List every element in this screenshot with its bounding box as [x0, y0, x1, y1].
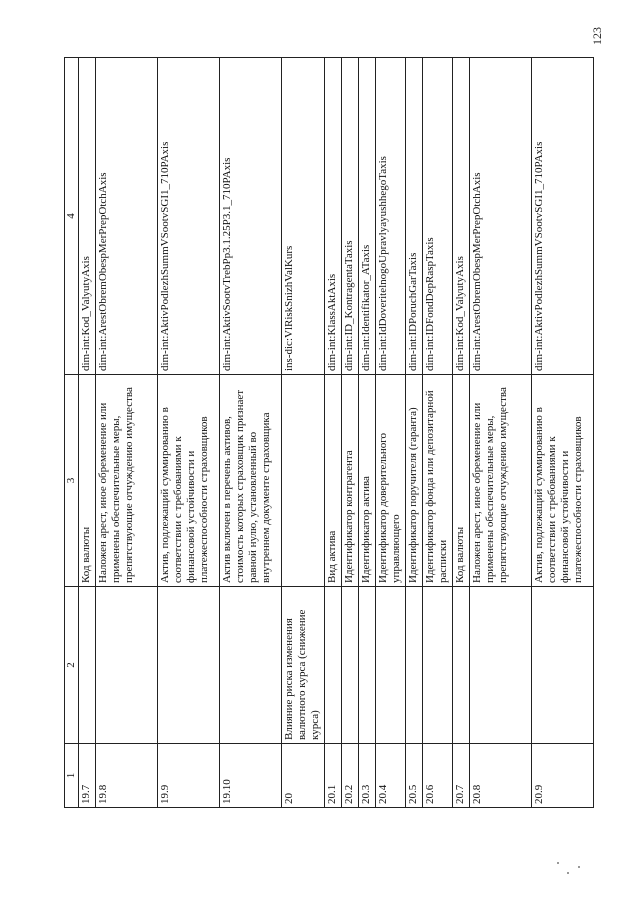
attribute-description-cell: Вид актива	[325, 375, 342, 587]
indicator-name-cell	[158, 587, 220, 744]
indicator-name-cell	[423, 587, 453, 744]
indicator-name-cell	[406, 587, 423, 744]
scan-speck	[557, 862, 559, 864]
header-cell: 1	[65, 744, 79, 808]
row-number-cell: 19.9	[158, 744, 220, 808]
row-number-cell: 20.3	[359, 744, 376, 808]
row-number-cell: 20.2	[342, 744, 359, 808]
table-row	[532, 58, 594, 808]
table-row	[359, 58, 376, 808]
scan-speck	[578, 866, 580, 868]
attribute-description-cell: Код валюты	[79, 375, 96, 587]
table-row	[79, 58, 96, 808]
dimension-code-cell: dim-int:IDPoruchGarTaxis	[406, 58, 423, 375]
indicator-name-cell	[532, 587, 594, 744]
dimension-code-cell: dim-int:AktivPodlezhSummVSootvSGI1_710PAxis	[158, 58, 220, 375]
dimension-code-cell: dim-int:Identifikator_ATaxis	[359, 58, 376, 375]
attribute-description-cell: Наложен арест, иное обременение или применены обеспечительные меры, препятствующие отчуждению имущества	[96, 375, 158, 587]
row-number-cell: 20.7	[453, 744, 470, 808]
indicator-name-cell	[220, 587, 282, 744]
indicator-name-cell	[376, 587, 406, 744]
attribute-description-cell: Идентификатор актива	[359, 375, 376, 587]
attribute-description-cell: Наложен арест, иное обременение или применены обеспечительные меры, препятствующие отчуждению имущества	[470, 375, 532, 587]
table-row	[406, 58, 423, 808]
indicator-name-cell	[359, 587, 376, 744]
dimension-code-cell: dim-int:ArestObremObespMerPrepOtchAxis	[96, 58, 158, 375]
row-number-cell: 20.1	[325, 744, 342, 808]
table-row	[96, 58, 158, 808]
indicator-name-cell	[325, 587, 342, 744]
header-cell: 3	[65, 375, 79, 587]
table-row	[158, 58, 220, 808]
row-number-cell: 20	[282, 744, 325, 808]
header-cell: 2	[65, 587, 79, 744]
table-row	[220, 58, 282, 808]
row-number-cell: 20.4	[376, 744, 406, 808]
dimension-code-cell: dim-int:Kod_ValyutyAxis	[79, 58, 96, 375]
row-number-cell: 19.8	[96, 744, 158, 808]
header-row	[65, 58, 79, 808]
table-row	[282, 58, 325, 808]
table-row	[453, 58, 470, 808]
attribute-description-cell: Актив, подлежащий суммированию в соответствии с требованиями к финансовой устойчивости и платежеспособности страховщиков	[158, 375, 220, 587]
attribute-description-cell: Идентификатор фонда или депозитарной расписки	[423, 375, 453, 587]
dimension-code-cell: dim-int:ArestObremObespMerPrepOtchAxis	[470, 58, 532, 375]
dimension-code-cell: dim-int:Kod_ValyutyAxis	[453, 58, 470, 375]
attribute-description-cell	[282, 375, 325, 587]
row-number-cell: 20.5	[406, 744, 423, 808]
dimension-code-cell: dim-int:AktivSootvTrebPp3.1.25P3.1_710PAxis	[220, 58, 282, 375]
attribute-description-cell: Актив, подлежащий суммированию в соответствии с требованиями к финансовой устойчивости и платежеспособности страховщиков	[532, 375, 594, 587]
attribute-description-cell: Код валюты	[453, 375, 470, 587]
table-row	[376, 58, 406, 808]
attribute-description-cell: Идентификатор доверительного управляющего	[376, 375, 406, 587]
row-number-cell: 20.9	[532, 744, 594, 808]
dimension-code-cell: dim-int:IdDoveritelnogoUpravlyayushhegoTaxis	[376, 58, 406, 375]
dimension-code-cell: dim-int:IDFondDepRaspTaxis	[423, 58, 453, 375]
header-cell: 4	[65, 58, 79, 375]
dimension-code-cell: dim-int:KlassAktAxis	[325, 58, 342, 375]
table-row	[325, 58, 342, 808]
dimension-code-cell: dim-int:ID_KontragentaTaxis	[342, 58, 359, 375]
indicator-name-cell	[79, 587, 96, 744]
indicator-name-cell	[470, 587, 532, 744]
attribute-table	[64, 57, 594, 808]
row-number-cell: 19.7	[79, 744, 96, 808]
table-row	[423, 58, 453, 808]
table-row	[342, 58, 359, 808]
dimension-code-cell: ins-dic:VlRiskSnizhValKurs	[282, 58, 325, 375]
indicator-name-cell: Влияние риска изменения валютного курса (снижение курса)	[282, 587, 325, 744]
row-number-cell: 20.6	[423, 744, 453, 808]
scan-speck	[567, 872, 569, 874]
row-number-cell: 20.8	[470, 744, 532, 808]
dimension-code-cell: dim-int:AktivPodlezhSummVSootvSGI1_710PAxis	[532, 58, 594, 375]
indicator-name-cell	[453, 587, 470, 744]
attribute-description-cell: Актив включен в перечень активов, стоимость которых страховщик признает равной нулю, установленный во внутреннем документе страховщика	[220, 375, 282, 587]
row-number-cell: 19.10	[220, 744, 282, 808]
attribute-description-cell: Идентификатор поручителя (гаранта)	[406, 375, 423, 587]
indicator-name-cell	[342, 587, 359, 744]
indicator-name-cell	[96, 587, 158, 744]
page-number: 123	[590, 27, 604, 45]
attribute-description-cell: Идентификатор контрагента	[342, 375, 359, 587]
table-row	[470, 58, 532, 808]
